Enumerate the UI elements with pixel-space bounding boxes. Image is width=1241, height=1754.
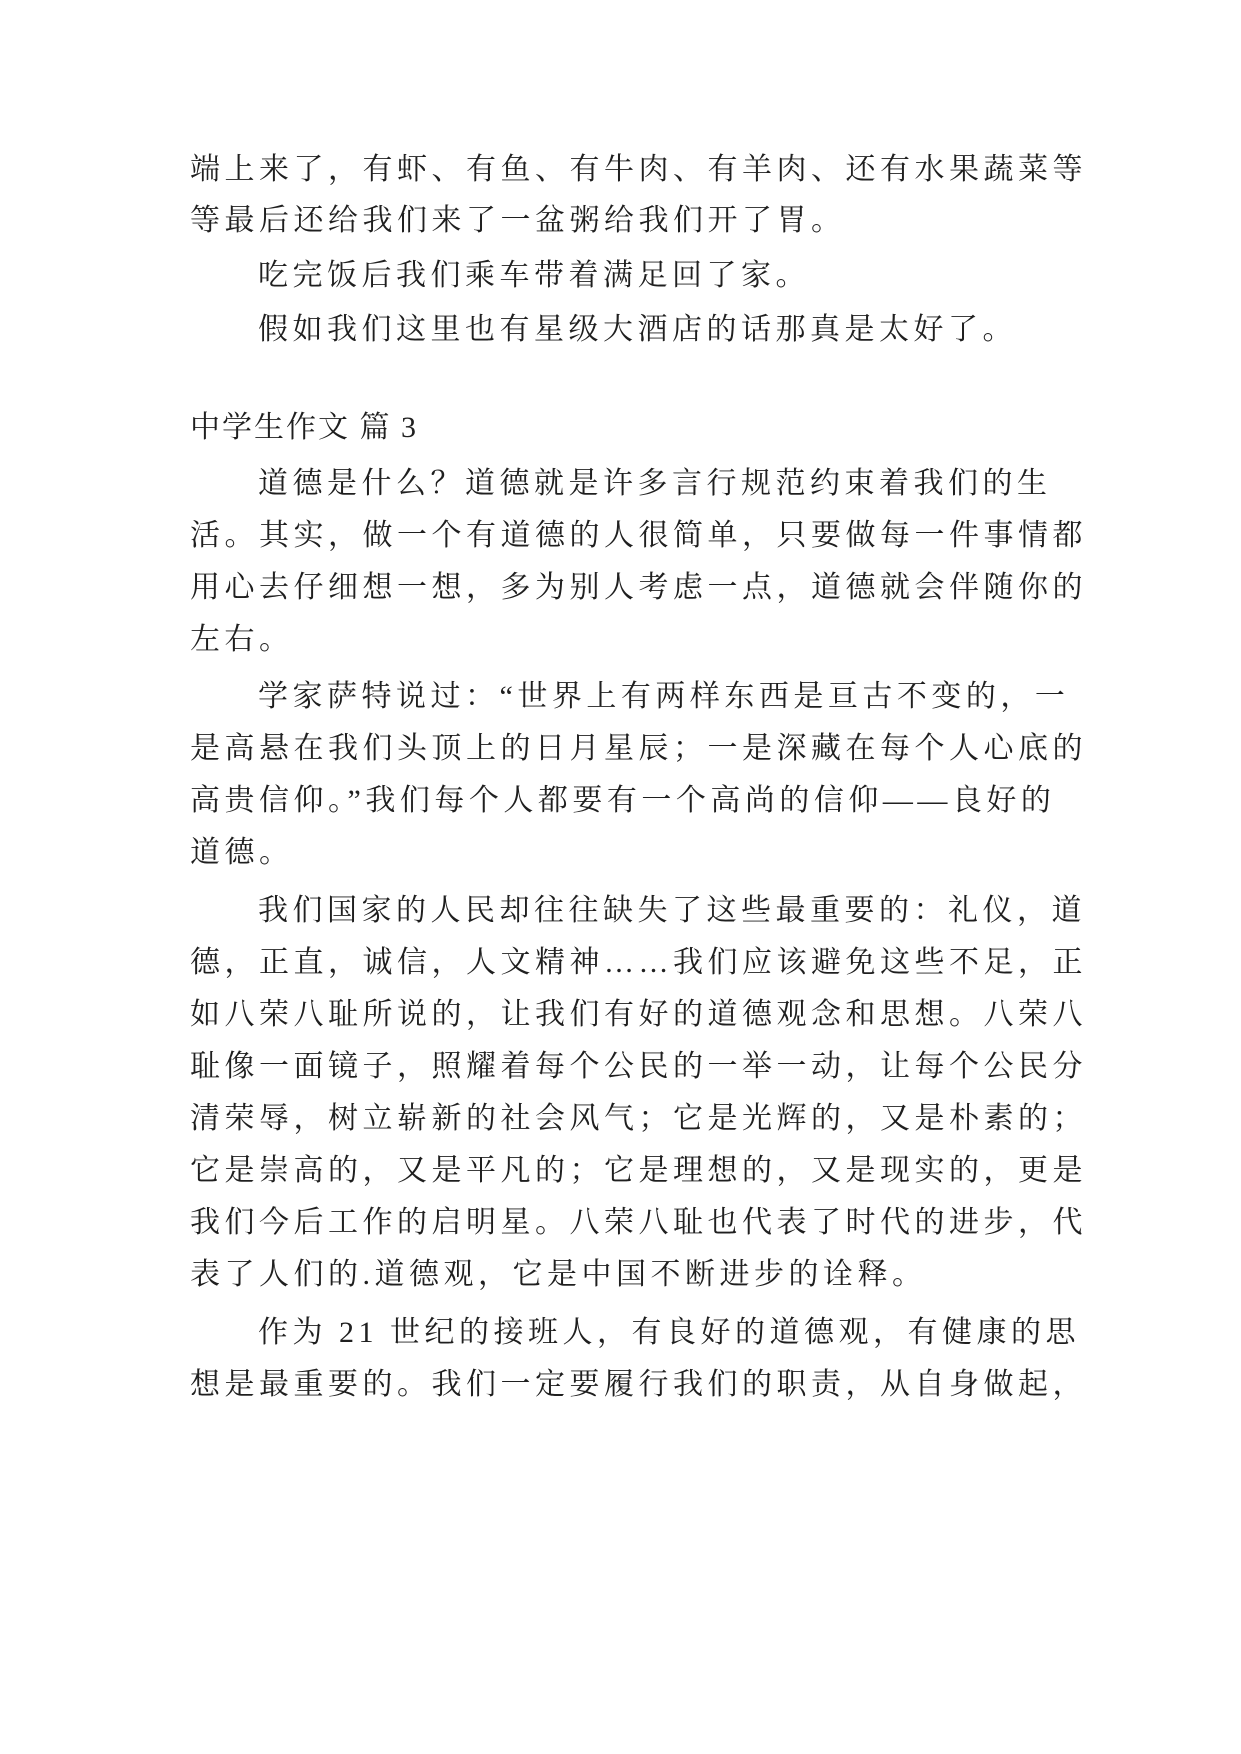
text-line: 端上来了，有虾、有鱼、有牛肉、有羊肉、还有水果蔬菜等 [190, 153, 1087, 186]
paragraph-line: 道德。 [190, 836, 294, 869]
paragraph-line: 作为 21 世纪的接班人，有良好的道德观，有健康的思 [258, 1316, 1080, 1349]
paragraph-after-meal: 吃完饭后我们乘车带着满足回了家。 [258, 259, 810, 292]
paragraph-line: 高贵信仰。”我们每个人都要有一个高尚的信仰——良好的 [190, 784, 1056, 817]
text-line: 等最后还给我们来了一盆粥给我们开了胃。 [190, 204, 846, 237]
paragraph-line: 德，正直，诚信，人文精神……我们应该避免这些不足，正 [190, 946, 1087, 979]
paragraph-line: 表了人们的.道德观，它是中国不断进步的诠释。 [190, 1258, 927, 1291]
paragraph-line: 我们国家的人民却往往缺失了这些最重要的：礼仪，道 [258, 894, 1086, 927]
paragraph-line: 用心去仔细想一想，多为别人考虑一点，道德就会伴随你的 [190, 571, 1087, 604]
paragraph-line: 道德是什么？道德就是许多言行规范约束着我们的生 [258, 467, 1052, 500]
paragraph-line: 学家萨特说过：“世界上有两样东西是亘古不变的，一 [258, 680, 1070, 713]
paragraph-wish: 假如我们这里也有星级大酒店的话那真是太好了。 [258, 313, 1017, 346]
paragraph-line: 是高悬在我们头顶上的日月星辰；一是深藏在每个人心底的 [190, 732, 1087, 765]
paragraph-line: 它是崇高的，又是平凡的；它是理想的，又是现实的，更是 [190, 1154, 1087, 1187]
paragraph-line: 耻像一面镜子，照耀着每个公民的一举一动，让每个公民分 [190, 1050, 1087, 1083]
paragraph-line: 清荣辱，树立崭新的社会风气；它是光辉的，又是朴素的； [190, 1102, 1087, 1135]
paragraph-line: 活。其实，做一个有道德的人很简单，只要做每一件事情都 [190, 519, 1087, 552]
paragraph-line: 想是最重要的。我们一定要履行我们的职责，从自身做起， [190, 1368, 1087, 1401]
paragraph-line: 如八荣八耻所说的，让我们有好的道德观念和思想。八荣八 [190, 998, 1087, 1031]
paragraph-line: 左右。 [190, 623, 294, 656]
section-heading: 中学生作文 篇 3 [190, 411, 418, 444]
paragraph-line: 我们今后工作的启明星。八荣八耻也代表了时代的进步，代 [190, 1206, 1087, 1239]
